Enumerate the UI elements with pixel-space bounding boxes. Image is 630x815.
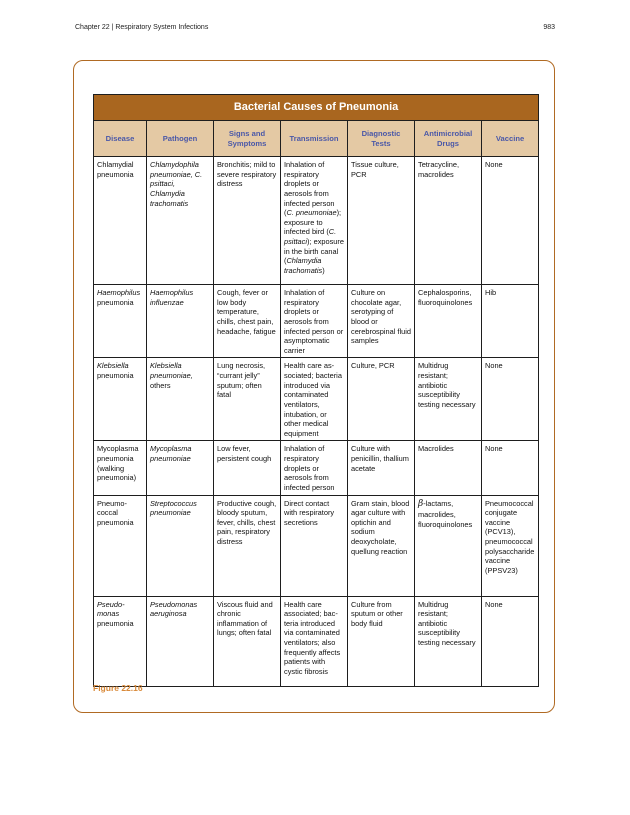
drugs-cell: Multidrug resistant; antibiotic susceptibility testing necessary bbox=[415, 358, 482, 441]
table-row bbox=[94, 285, 539, 358]
pathogen-cell: Chlamydophila pneumoniae, C. psittaci, Chlamydia trachomatis bbox=[147, 157, 214, 285]
drugs-cell: Tetracycline, macrolides bbox=[415, 157, 482, 285]
transmission-cell: Direct contact with respiratory secretions bbox=[281, 495, 348, 596]
column-header: Signs and Symptoms bbox=[214, 121, 281, 157]
pathogen-cell: Mycoplasma pneumoniae bbox=[147, 441, 214, 495]
symptoms-cell: Productive cough, bloody sputum, fever, chills, chest pain, respiratory distress bbox=[214, 495, 281, 596]
figure-caption: Figure 22.16 bbox=[93, 683, 143, 693]
vaccine-cell: None bbox=[482, 441, 539, 495]
disease-cell: Chlamydial pneumonia bbox=[94, 157, 147, 285]
pathogen-cell: Pseudomonas aeruginosa bbox=[147, 596, 214, 686]
pneumonia-table bbox=[93, 94, 539, 687]
symptoms-cell: Bronchitis; mild to severe respiratory distress bbox=[214, 157, 281, 285]
transmission-cell: Inhalation of respiratory droplets or aerosols from infected person (C. pneumoniae); exposure to infected bird (C. psittaci); exposure in the birth canal (Chlamydia trachomatis) bbox=[281, 157, 348, 285]
page-header bbox=[75, 24, 555, 31]
symptoms-cell: Low fever, persistent cough bbox=[214, 441, 281, 495]
symptoms-cell: Viscous fluid and chronic inflammation of lungs; often fatal bbox=[214, 596, 281, 686]
tests-cell: Culture on chocolate agar, serotyping of blood or cerebrospinal fluid samples bbox=[348, 285, 415, 358]
symptoms-cell: Lung necrosis, “currant jelly” sputum; often fatal bbox=[214, 358, 281, 441]
column-header: Transmission bbox=[281, 121, 348, 157]
tests-cell: Culture, PCR bbox=[348, 358, 415, 441]
drugs-cell: Cephalosporins, fluoroquinolones bbox=[415, 285, 482, 358]
pathogen-cell: Klebsiella pneumoniae, others bbox=[147, 358, 214, 441]
tests-cell: Culture with penicillin, thallium acetate bbox=[348, 441, 415, 495]
transmission-cell: Inhalation of respiratory droplets or aerosols from infected person bbox=[281, 441, 348, 495]
transmission-cell: Health care associated; bacteria introduced via contaminated ventilators, intubation, or other medical equipment bbox=[281, 358, 348, 441]
disease-cell: Klebsiella pneumonia bbox=[94, 358, 147, 441]
vaccine-cell: Pneumococcal conjugate vaccine (PCV13), pneumococcal polysaccharide vaccine (PPSV23) bbox=[482, 495, 539, 596]
table-row bbox=[94, 441, 539, 495]
symptoms-cell: Cough, fever or low body temperature, chills, chest pain, headache, fatigue bbox=[214, 285, 281, 358]
table-row bbox=[94, 596, 539, 686]
column-header: Vaccine bbox=[482, 121, 539, 157]
transmission-cell: Health care associated; bacteria introduced via contaminated ventilators; also frequently affects patients with cystic fibrosis bbox=[281, 596, 348, 686]
table-row bbox=[94, 157, 539, 285]
chapter-title: Chapter 22 | Respiratory System Infections bbox=[75, 24, 209, 31]
disease-cell: Pneumococcal pneumonia bbox=[94, 495, 147, 596]
drugs-cell: Macrolides bbox=[415, 441, 482, 495]
header-row bbox=[94, 121, 539, 157]
drugs-cell: Multidrug resistant; antibiotic susceptibility testing necessary bbox=[415, 596, 482, 686]
disease-cell: Pseudomonas pneumonia bbox=[94, 596, 147, 686]
transmission-cell: Inhalation of respiratory droplets or aerosols from infected person or asymptomatic carrier bbox=[281, 285, 348, 358]
table-row bbox=[94, 495, 539, 596]
column-header: Antimicrobial Drugs bbox=[415, 121, 482, 157]
table-row bbox=[94, 358, 539, 441]
pathogen-cell: Haemophilus influenzae bbox=[147, 285, 214, 358]
page-number: 983 bbox=[543, 24, 555, 31]
drugs-cell: β-lactams, macrolides, fluoroquinolones bbox=[415, 495, 482, 596]
vaccine-cell: Hib bbox=[482, 285, 539, 358]
column-header: Diagnostic Tests bbox=[348, 121, 415, 157]
vaccine-cell: None bbox=[482, 157, 539, 285]
column-header: Pathogen bbox=[147, 121, 214, 157]
disease-cell: Mycoplasma pneumonia (walking pneumonia) bbox=[94, 441, 147, 495]
tests-cell: Culture from sputum or other body fluid bbox=[348, 596, 415, 686]
vaccine-cell: None bbox=[482, 596, 539, 686]
column-header: Disease bbox=[94, 121, 147, 157]
disease-cell: Haemophilus pneumonia bbox=[94, 285, 147, 358]
pathogen-cell: Streptococcus pneumoniae bbox=[147, 495, 214, 596]
tests-cell: Gram stain, blood agar culture with optichin and sodium deoxycholate, quellung reaction bbox=[348, 495, 415, 596]
vaccine-cell: None bbox=[482, 358, 539, 441]
tests-cell: Tissue culture, PCR bbox=[348, 157, 415, 285]
table-title: Bacterial Causes of Pneumonia bbox=[94, 95, 539, 121]
